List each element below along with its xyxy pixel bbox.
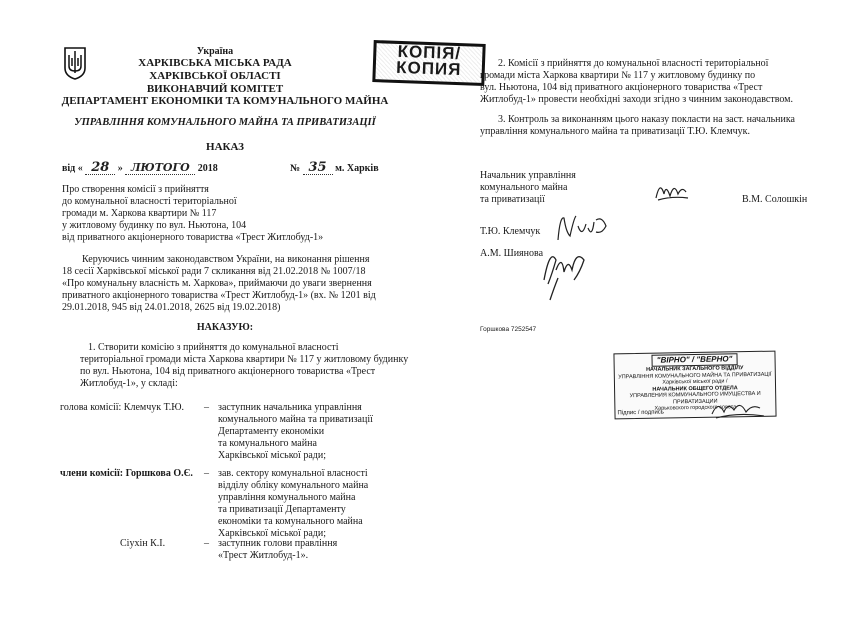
date-line: від « 28 » ЛЮТОГО 2018 bbox=[62, 160, 218, 175]
item2-line: громади міста Харкова квартири № 117 у житловому будинку по bbox=[480, 70, 756, 81]
council-name: ХАРКІВСЬКА МІСЬКА РАДА bbox=[138, 57, 292, 69]
date-day: 28 bbox=[85, 162, 115, 175]
member-position-line: та приватизації Департаменту bbox=[218, 504, 346, 515]
date-year: 2018 bbox=[197, 163, 218, 174]
coat-of-arms-icon bbox=[63, 46, 87, 80]
cert-line: НАЧАЛЬНИК ОБЩЕГО ОТДЕЛА bbox=[652, 384, 738, 393]
head-of-commission-label: голова комісії: Клемчук Т.Ю. bbox=[60, 402, 184, 413]
order-number-line: № 35 м. Харків bbox=[290, 160, 379, 175]
cert-line: НАЧАЛЬНИК ЗАГАЛЬНОГО ВІДДІЛУ bbox=[646, 365, 744, 373]
item1-line: територіальної громади міста Харкова квартири № 117 у житловому будинку bbox=[80, 354, 409, 365]
copy-stamp-line1: КОПІЯ/ bbox=[397, 41, 462, 64]
department-name: ДЕПАРТАМЕНТ ЕКОНОМІКИ ТА КОМУНАЛЬНОГО МАЙНА bbox=[61, 95, 389, 107]
item2-line: Житлобуд-1» провести необхідні заходи згідно з чинним законодавством. bbox=[480, 94, 794, 105]
copy-stamp-line2: КОПИЯ bbox=[395, 57, 462, 80]
member-position-line: «Трест Житлобуд-1». bbox=[218, 550, 309, 561]
member-position-line: зав. сектору комунальної власності bbox=[218, 468, 368, 479]
subject-line: до комунальної власності територіальної bbox=[62, 196, 237, 207]
approver-name: А.М. Шиянова bbox=[480, 248, 544, 259]
preamble-line: «Про комунальну власність м. Харкова», приймаючи до уваги звернення bbox=[62, 278, 372, 289]
item3-line: 3. Контроль за виконанням цього наказу покласти на заст. начальника bbox=[498, 114, 795, 125]
head-position-line: Харківської міської ради; bbox=[218, 450, 326, 461]
member-label: Сіухін К.І. bbox=[120, 538, 166, 549]
head-position-line: комунального майна та приватизації bbox=[218, 414, 373, 425]
subject-line: Про створення комісії з прийняття bbox=[62, 184, 209, 195]
signatory-name: В.М. Солошкін bbox=[742, 194, 808, 205]
member-label: члени комісії: Горшкова О.Є. bbox=[60, 468, 193, 479]
cert-line: УПРАВЛЕНИЯ КОММУНАЛЬНОГО ИМУЩЕСТВА И ПРИВАТИЗАЦИИ bbox=[629, 390, 761, 405]
member-position-line: Харківської міської ради; bbox=[218, 528, 326, 539]
executor-note: Горшкова 7252547 bbox=[480, 326, 537, 333]
item1-line: 1. Створити комісію з прийняття до комунальної власності bbox=[88, 342, 339, 353]
preamble-line: 29.01.2018, 945 від 24.01.2018, 2625 від 19.02.2018) bbox=[62, 302, 281, 313]
city: м. Харків bbox=[335, 163, 379, 174]
cert-title: "ВІРНО" / "ВЕРНО" bbox=[652, 353, 738, 366]
preamble-line: 18 сесії Харківської міської ради 7 скликання від 21.02.2018 № 1007/18 bbox=[62, 266, 366, 277]
member-position-line: відділу обліку комунального майна bbox=[218, 480, 369, 491]
signatory-title-line: Начальник управління bbox=[480, 170, 576, 181]
order-number: 35 bbox=[303, 162, 333, 175]
committee-name: ВИКОНАВЧИЙ КОМІТЕТ bbox=[146, 83, 284, 95]
document-type: НАКАЗ bbox=[206, 141, 244, 153]
preamble-line: Керуючись чинним законодавством України, на виконання рішення bbox=[82, 254, 370, 265]
dash: – bbox=[204, 468, 209, 479]
cert-sign-label: Підпис / подпись bbox=[617, 409, 664, 416]
member-position-line: управління комунального майна bbox=[218, 492, 356, 503]
cert-line: Харьковского городского совета bbox=[654, 404, 737, 412]
head-position-line: та комунального майна bbox=[218, 438, 317, 449]
office-name: УПРАВЛІННЯ КОМУНАЛЬНОГО МАЙНА ТА ПРИВАТИЗАЦІЇ bbox=[74, 117, 376, 128]
dash: – bbox=[204, 538, 209, 549]
signatory-title-line: та приватизації bbox=[480, 194, 545, 205]
preamble-line: приватного акціонерного товариства «Трест Житлобуд-1» (вх. № 1201 від bbox=[62, 290, 376, 301]
cert-line: УПРАВЛІННЯ КОМУНАЛЬНОГО МАЙНА ТА ПРИВАТИЗАЦІЇ bbox=[618, 371, 772, 380]
item1-line: Житлобуд-1», у складі: bbox=[80, 378, 178, 389]
country-name: Україна bbox=[196, 46, 234, 57]
order-heading: НАКАЗУЮ: bbox=[196, 322, 254, 333]
dash: – bbox=[204, 402, 209, 413]
member-position-line: заступник голови правління bbox=[218, 538, 338, 549]
item1-line: по вул. Ньютона, 104 від приватного акціонерного товариства «Трест bbox=[80, 366, 376, 377]
cert-line: Харківської міської ради / bbox=[662, 378, 728, 386]
subject-line: від приватного акціонерного товариства «Трест Житлобуд-1» bbox=[62, 232, 324, 243]
member-position-line: економіки та комунального майна bbox=[218, 516, 363, 527]
date-month: ЛЮТОГО bbox=[125, 162, 195, 175]
approver-signature bbox=[536, 240, 592, 306]
item2-line: 2. Комісії з прийняття до комунальної власності територіальної bbox=[498, 58, 769, 69]
signatory-title-line: комунального майна bbox=[480, 182, 568, 193]
approver-name: Т.Ю. Клемчук bbox=[480, 226, 541, 237]
item2-line: вул. Ньютона, 104 від приватного акціонерного товариства «Трест bbox=[480, 82, 763, 93]
item3-line: управління комунального майна та приватизації Т.Ю. Клемчук. bbox=[480, 126, 751, 137]
head-position-line: Департаменту економіки bbox=[218, 426, 325, 437]
subject-line: у житловому будинку по вул. Ньютона, 104 bbox=[62, 220, 247, 231]
subject-line: громади м. Харкова квартири № 117 bbox=[62, 208, 217, 219]
head-position-line: заступник начальника управління bbox=[218, 402, 362, 413]
copy-stamp bbox=[372, 40, 485, 86]
head-signature bbox=[652, 176, 692, 206]
region-name: ХАРКІВСЬКОЇ ОБЛАСТІ bbox=[149, 70, 281, 82]
cert-signature bbox=[708, 396, 768, 422]
